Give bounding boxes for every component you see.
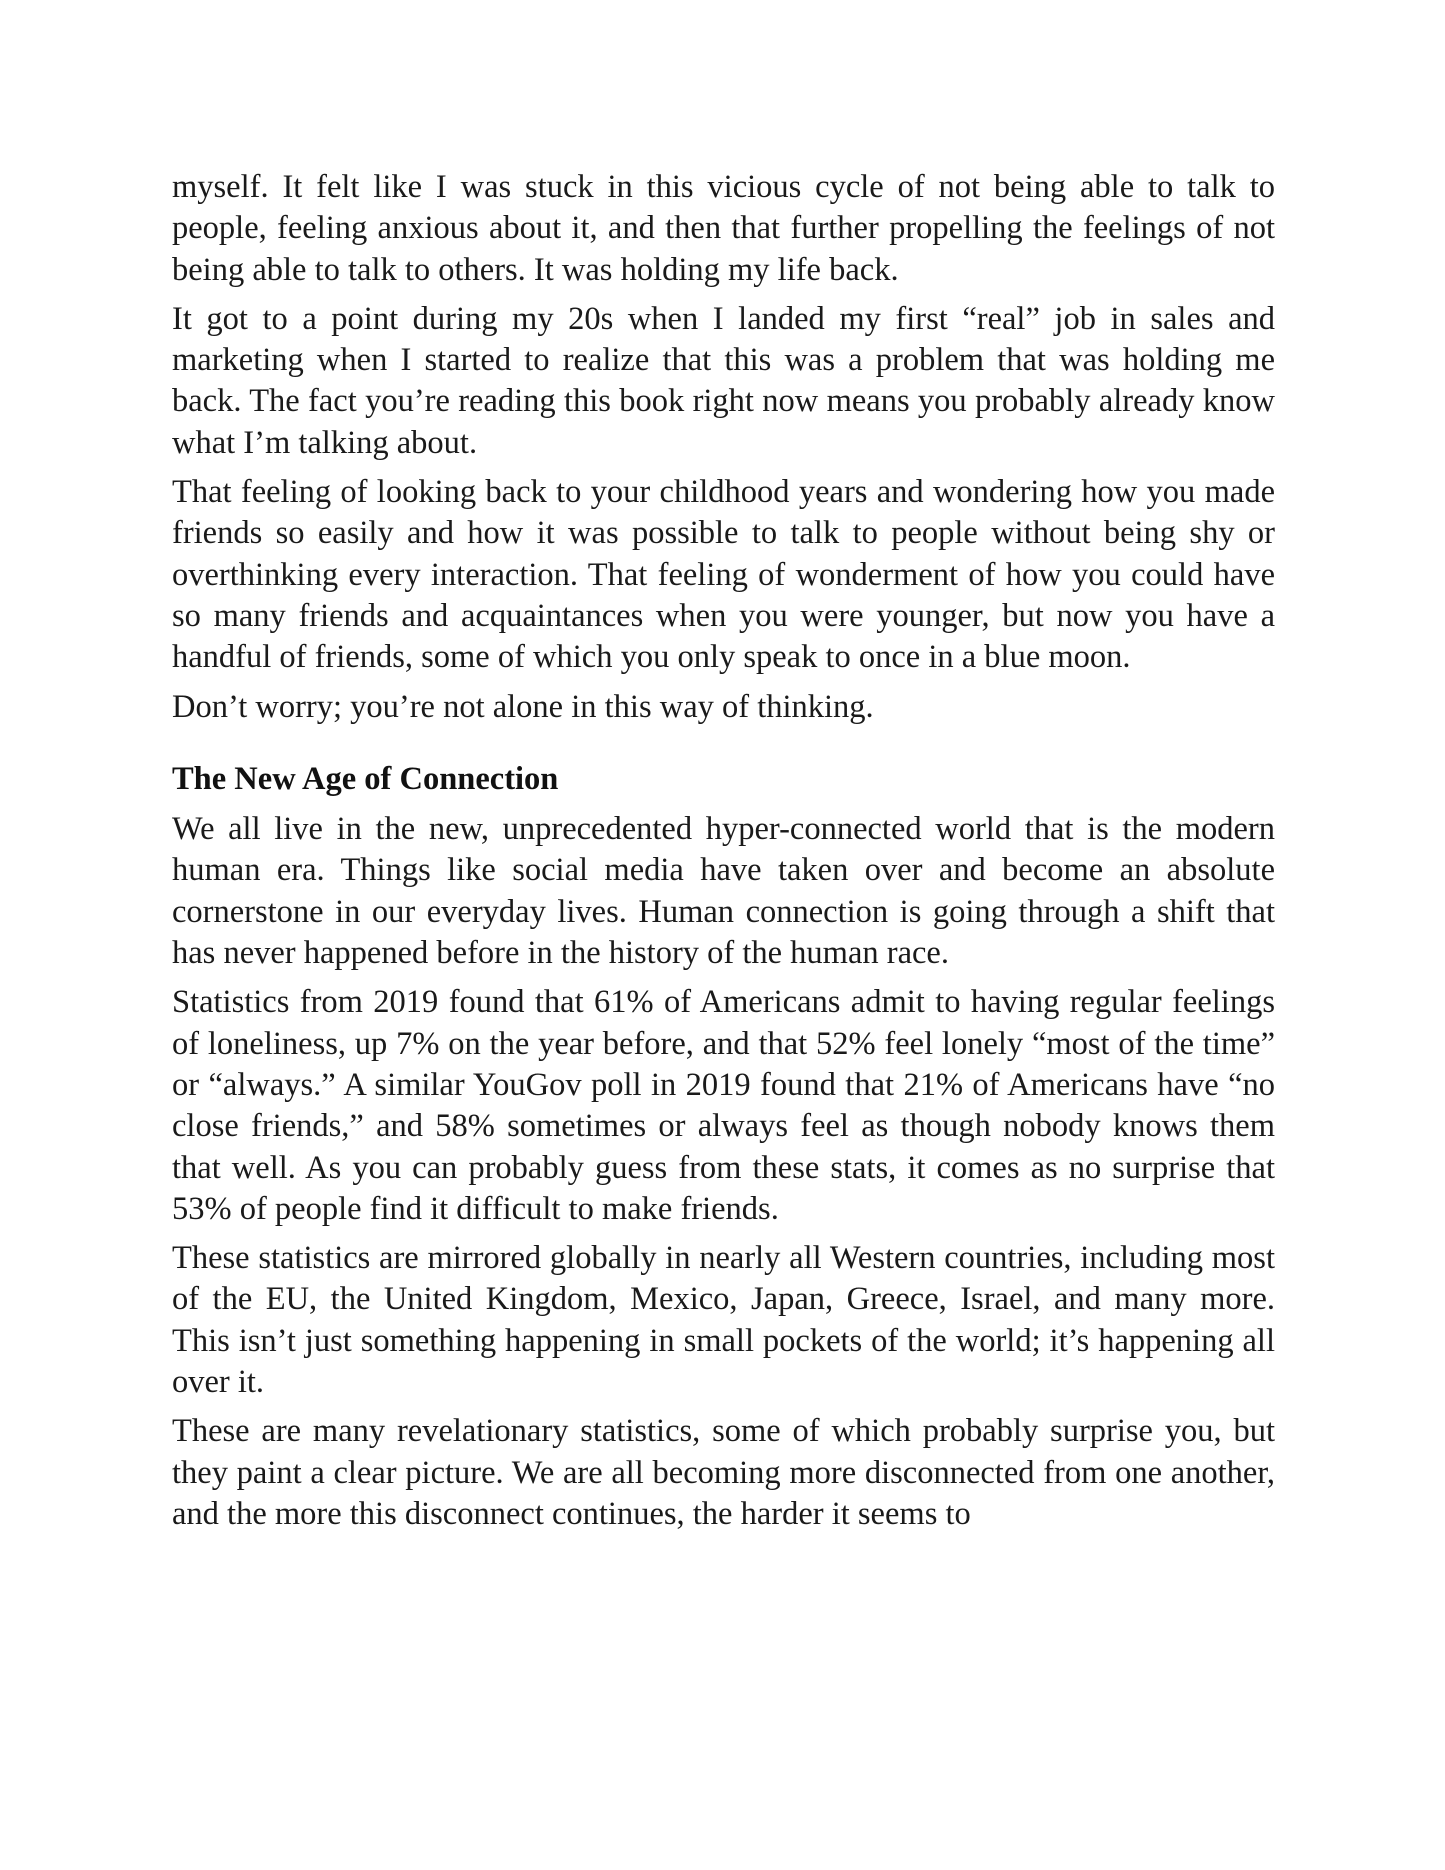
paragraph-global-stats: These statistics are mirrored globally in nearly all Western countries, including most of the EU, the United Kingdom, Mexico, Japan, Greece, Israel, and many more. This isn’t just something happening in small pockets of the world; it’s happening all over it. — [172, 1240, 1275, 1401]
section-heading: The New Age of Connection — [172, 760, 559, 797]
body-text — [172, 167, 1275, 1543]
paragraph-first-job: It got to a point during my 20s when I landed my first “real” job in sales and marketing when I started to realize that this was a problem that was holding me back. The fact you’re reading this book right now means you probably already know what I’m talking about. — [172, 300, 1275, 461]
paragraph-hyper-connected: We all live in the new, unprecedented hyper-connected world that is the modern human era. Things like social media have taken over and become an absolute cornerstone in our everyday lives. Human connection is going through a shift that has never happened before in the history of the human race. — [172, 811, 1275, 972]
paragraph-stuck-cycle: myself. It felt like I was stuck in this vicious cycle of not being able to talk to people, feeling anxious about it, and then that further propelling the feelings of not being able to talk to others. It was holding my life back. — [172, 169, 1275, 288]
paragraph-not-alone: Don’t worry; you’re not alone in this way of thinking. — [172, 688, 874, 725]
paragraph-disconnect: These are many revelationary statistics, some of which probably surprise you, but they paint a clear picture. We are all becoming more disconnected from one another, and the more this disconnect continues, the harder it seems to — [172, 1413, 1275, 1532]
paragraph-childhood-friends: That feeling of looking back to your childhood years and wondering how you made friends so easily and how it was possible to talk to people without being shy or overthinking every interaction. That feeling of wonderment of how you could have so many friends and acquaintances when you were younger, but now you have a handful of friends, some of which you only speak to once in a blue moon. — [172, 474, 1275, 676]
paragraph-loneliness-stats: Statistics from 2019 found that 61% of Americans admit to having regular feelings of loneliness, up 7% on the year before, and that 52% feel lonely “most of the time” or “always.” A similar YouGov poll in 2019 found that 21% of Americans have “no close friends,” and 58% sometimes or always feel as though nobody knows them that well. As you can probably guess from these stats, it comes as no surprise that 53% of people find it difficult to make friends. — [172, 984, 1275, 1227]
